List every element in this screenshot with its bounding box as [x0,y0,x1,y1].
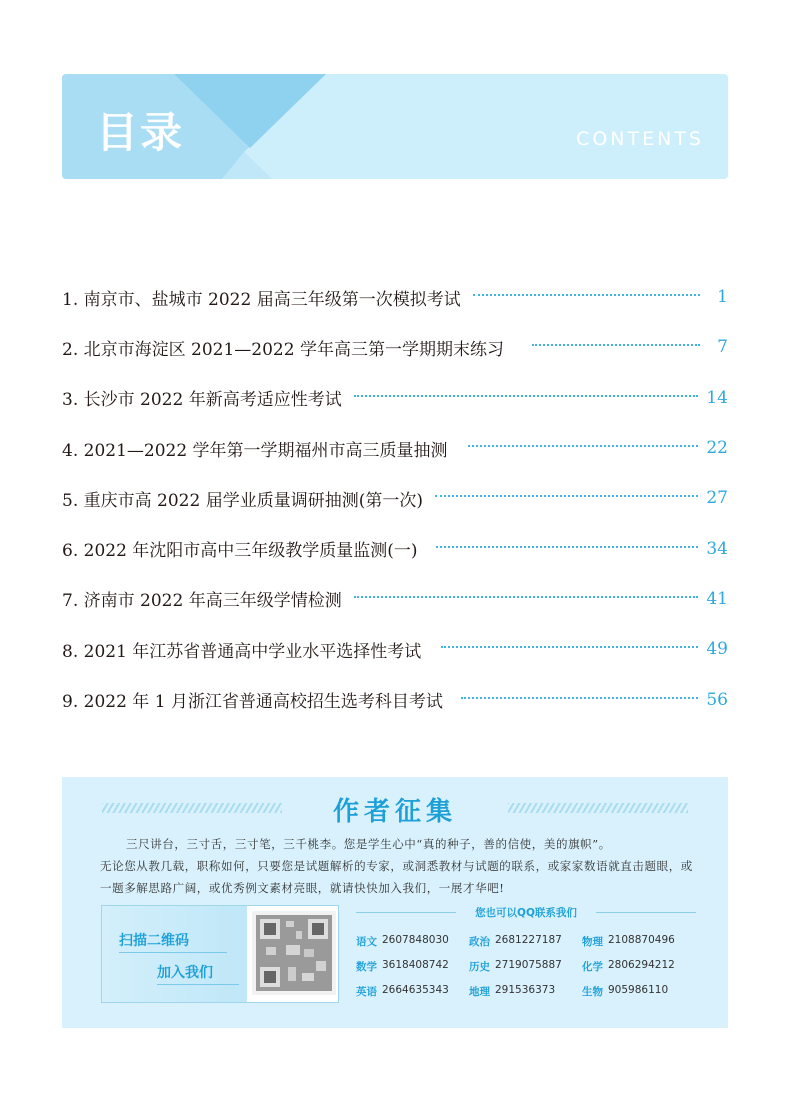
toc-leader-dots [436,546,699,548]
toc-entry[interactable] [62,574,728,624]
toc-entry[interactable] [62,523,728,573]
subject-label: 数学 [356,961,377,973]
qq-number: 291536373 [495,984,556,996]
toc-entry-title: 6. 2022 年沈阳市高中三年级教学质量监测(一) [62,541,418,562]
qr-code-image[interactable] [252,911,336,995]
qr-panel [101,905,339,1003]
qq-number: 2806294212 [608,959,675,971]
contact-item [469,959,582,974]
recruit-header [62,791,728,825]
toc-entry[interactable] [62,624,728,674]
subject-label: 地理 [469,986,490,998]
scan-qr-label: 扫描二维码 [119,933,189,949]
toc-entry-page: 56 [706,689,728,710]
toc-entry[interactable] [62,674,728,724]
contact-item [356,959,469,974]
recruit-paragraph-1: 三尺讲台，三寸舌，三寸笔，三千桃李。您是学生心中“真的种子，善的信使，美的旗帜”。 [126,837,611,851]
qq-number: 2681227187 [495,934,562,946]
qq-number: 3618408742 [382,959,449,971]
toc-entry-page: 49 [706,639,728,660]
toc-entry[interactable] [62,272,728,322]
toc-entry-page: 41 [706,588,728,609]
contact-item [356,984,469,999]
toc-leader-dots [473,294,700,296]
qq-number: 2719075887 [495,959,562,971]
contact-heading: 您也可以QQ联系我们 [475,907,577,919]
toc-entry-title: 5. 重庆市高 2022 届学业质量调研抽测(第一次) [62,490,423,511]
recruit-title: 作者征集 [332,797,457,827]
toc-entry[interactable] [62,373,728,423]
recruit-paragraph-2: 无论您从教几载，职称如何，只要您是试题解析的专家，或洞悉教材与试题的联系，或家家数语就直击题眼，或一题多解思路广阔，或优秀例文素材亮眼，就请快快加入我们，一展才华吧! [100,859,693,895]
subject-label: 生物 [582,986,603,998]
contact-item [582,959,695,974]
subject-label: 政治 [469,936,490,948]
divider [157,984,239,985]
toc-entry[interactable] [62,322,728,372]
qq-number: 2108870496 [608,934,675,946]
contact-item [469,984,582,999]
divider [119,952,227,953]
toc-leader-dots [468,445,699,447]
contact-grid [356,929,696,1004]
contact-item [469,934,582,949]
page-subtitle: CONTENTS [576,128,704,150]
toc-entry-page: 27 [706,488,728,509]
contact-row [356,954,696,979]
toc-entry-page: 1 [717,287,728,308]
contact-item [582,934,695,949]
author-recruitment-box [62,777,728,1028]
qq-number: 2664635343 [382,984,449,996]
toc-leader-dots [354,596,699,598]
toc-entry-page: 22 [706,438,728,459]
subject-label: 英语 [356,986,377,998]
toc-entry-title: 7. 济南市 2022 年高三年级学情检测 [62,591,342,612]
toc-entry-title: 4. 2021—2022 学年第一学期福州市高三质量抽测 [62,440,448,461]
toc-list [62,272,728,725]
join-us-label: 加入我们 [157,965,213,981]
qq-number: 2607848030 [382,934,449,946]
toc-entry-page: 34 [706,538,728,559]
contact-row [356,929,696,954]
subject-label: 化学 [582,961,603,973]
toc-entry-title: 3. 长沙市 2022 年新高考适应性考试 [62,390,342,411]
toc-leader-dots [461,697,698,699]
toc-leader-dots [532,344,700,346]
contact-item [582,984,695,999]
qq-number: 905986110 [608,984,669,996]
toc-entry-page: 14 [706,387,728,408]
subject-label: 语文 [356,936,377,948]
toc-entry-title: 2. 北京市海淀区 2021—2022 学年高三第一学期期末练习 [62,339,504,360]
toc-entry[interactable] [62,473,728,523]
toc-entry-title: 9. 2022 年 1 月浙江省普通高校招生选考科目考试 [62,692,443,713]
subject-label: 物理 [582,936,603,948]
toc-entry[interactable] [62,423,728,473]
toc-entry-title: 8. 2021 年江苏省普通高中学业水平选择性考试 [62,641,422,662]
page-title: 目录 [96,108,185,157]
qq-contacts [356,905,696,1001]
qr-label-area [102,906,247,1002]
contact-row [356,979,696,1004]
toc-leader-dots [441,646,698,648]
toc-entry-page: 7 [717,337,728,358]
contents-banner [62,74,728,179]
subject-label: 历史 [469,961,490,973]
toc-leader-dots [435,495,698,497]
toc-entry-title: 1. 南京市、盐城市 2022 届高三年级第一次模拟考试 [62,289,461,310]
contact-item [356,934,469,949]
toc-leader-dots [354,395,699,397]
recruit-description [100,833,700,899]
